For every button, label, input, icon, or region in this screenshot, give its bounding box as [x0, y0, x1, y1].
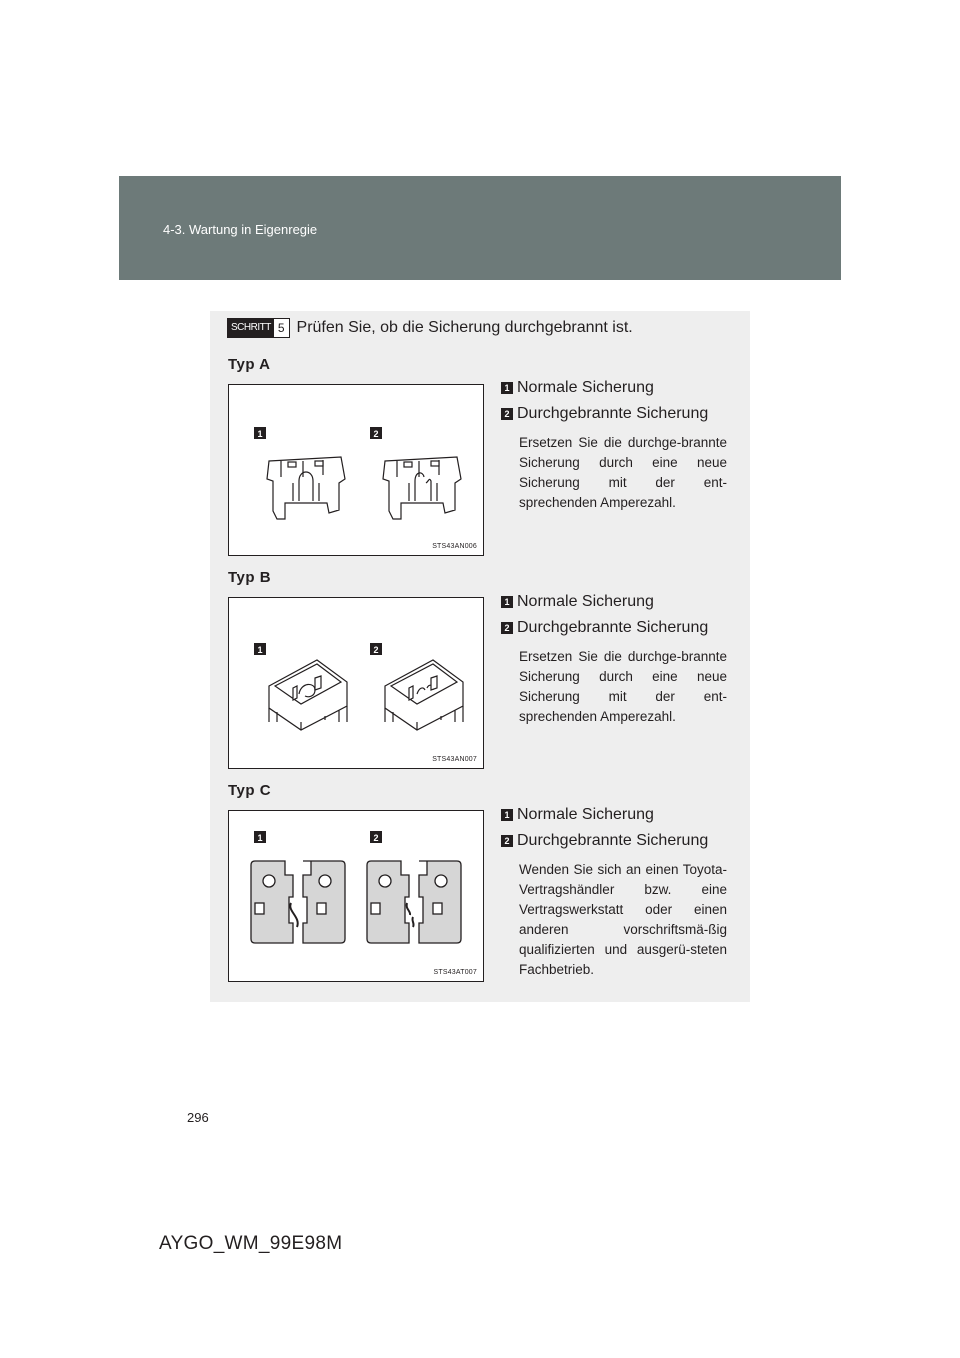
type-a-label: Typ A — [228, 356, 271, 373]
list-item-text: Durchgebrannte Sicherung — [517, 832, 709, 849]
page-number: 296 — [187, 1110, 209, 1125]
number-badge: 1 — [501, 596, 513, 608]
type-c-label: Typ C — [228, 782, 272, 799]
blown-fuse-icon — [385, 660, 463, 730]
description-text: Wenden Sie sich an einen Toyota-Vertragshändler bzw. eine Vertragswerkstatt oder einen anderen vorschriftsmä-ßig qualifizierten und ausgerü-steten Fachbetrieb. — [519, 862, 727, 977]
figure-code: STS43AN007 — [432, 756, 477, 763]
list-item — [501, 593, 654, 611]
list-item-text: Durchgebrannte Sicherung — [517, 619, 709, 636]
callout-2-text: 2 — [373, 833, 379, 843]
normal-fuse-icon — [251, 861, 345, 943]
list-item — [501, 405, 708, 423]
callout-1-text: 1 — [257, 429, 263, 439]
list-item-text: Normale Sicherung — [517, 379, 654, 396]
cartridge-fuse-illustration — [229, 598, 485, 770]
callout-1-text: 1 — [257, 833, 263, 843]
number-badge: 2 — [501, 622, 513, 634]
step-badge — [227, 318, 290, 338]
normal-fuse-icon — [269, 660, 347, 730]
step-badge-word: SCHRITT — [228, 319, 274, 337]
fusible-link-illustration — [229, 811, 485, 983]
figure-type-a — [228, 384, 484, 556]
step-heading — [227, 318, 633, 338]
number-badge: 1 — [501, 382, 513, 394]
list-item-text: Normale Sicherung — [517, 806, 654, 823]
step-text: Prüfen Sie, ob die Sicherung durchgebrannt ist. — [296, 319, 633, 336]
section-title: 4-3. Wartung in Eigenregie — [163, 222, 318, 237]
callout-1-text: 1 — [257, 645, 263, 655]
list-item — [501, 379, 654, 397]
list-item — [501, 619, 708, 637]
figure-type-c — [228, 810, 484, 982]
figure-code: STS43AT007 — [433, 969, 477, 976]
callout-2-text: 2 — [373, 429, 379, 439]
blown-fuse-icon — [383, 457, 461, 519]
list-item-text: Normale Sicherung — [517, 593, 654, 610]
type-b-label: Typ B — [228, 569, 272, 586]
normal-fuse-icon — [267, 457, 345, 519]
figure-type-b — [228, 597, 484, 769]
number-badge: 1 — [501, 809, 513, 821]
number-badge: 2 — [501, 835, 513, 847]
document-code: AYGO_WM_99E98M — [159, 1233, 343, 1254]
description-text: Ersetzen Sie die durchge-brannte Sicherung durch eine neue Sicherung mit der ent-sprechenden Amperezahl. — [519, 649, 727, 724]
blown-fuse-icon — [367, 861, 461, 943]
step-badge-number: 5 — [274, 319, 289, 337]
list-item — [501, 806, 654, 824]
list-item — [501, 832, 708, 850]
list-item-text: Durchgebrannte Sicherung — [517, 405, 709, 422]
description-text: Ersetzen Sie die durchge-brannte Sicherung durch eine neue Sicherung mit der ent-sprechenden Amperezahl. — [519, 435, 727, 510]
number-badge: 2 — [501, 408, 513, 420]
callout-2-text: 2 — [373, 645, 379, 655]
blade-fuse-illustration — [229, 385, 485, 557]
figure-code: STS43AN006 — [432, 543, 477, 550]
